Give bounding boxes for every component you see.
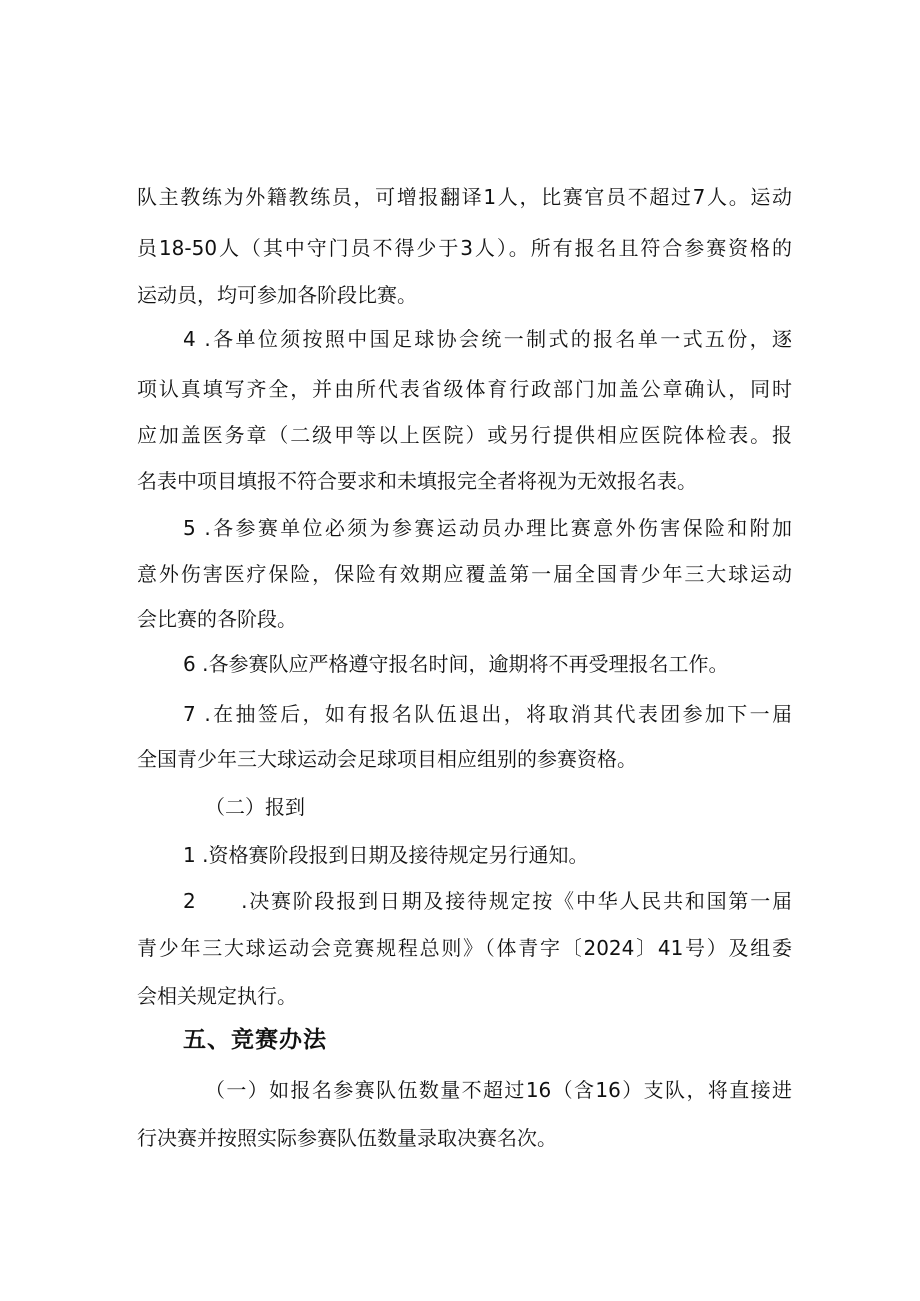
sub-heading: （二）报到 — [205, 795, 305, 819]
text-line: （一）如报名参赛队伍数量不超过16（含16）支队，将直接进 — [205, 1078, 792, 1102]
text-line: 队主教练为外籍教练员，可增报翻译1人，比赛官员不超过7人。运动 — [137, 185, 792, 209]
text-line: 5 .各参赛单位必须为参赛运动员办理比赛意外伤害保险和附加 — [183, 516, 792, 540]
section-heading: 五、竞赛办法 — [183, 1026, 327, 1052]
text-line: 会比赛的各阶段。 — [137, 607, 297, 631]
text-line: 名表中项目填报不符合要求和未填报完全者将视为无效报名表。 — [137, 469, 697, 493]
text-line: 意外伤害医疗保险，保险有效期应覆盖第一届全国青少年三大球运动 — [137, 562, 792, 586]
text-line: 应加盖医务章（二级甲等以上医院）或另行提供相应医院体检表。报 — [137, 423, 792, 447]
text-line: 1 .资格赛阶段报到日期及接待规定另行通知。 — [183, 843, 589, 867]
text-line: 项认真填写齐全，并由所代表省级体育行政部门加盖公章确认，同时 — [137, 377, 792, 401]
text-line: 4 .各单位须按照中国足球协会统一制式的报名单一式五份，逐 — [183, 327, 792, 351]
text-line: 员18-50人（其中守门员不得少于3人）。所有报名且符合参赛资格的 — [137, 236, 792, 260]
text-line: 会相关规定执行。 — [137, 984, 297, 1008]
text-line: 2 .决赛阶段报到日期及接待规定按《中华人民共和国第一届 — [183, 889, 792, 913]
text-line: 6 .各参赛队应严格遵守报名时间，逾期将不再受理报名工作。 — [183, 652, 729, 676]
text-line: 运动员，均可参加各阶段比赛。 — [137, 283, 417, 307]
text-line: 行决赛并按照实际参赛队伍数量录取决赛名次。 — [137, 1126, 557, 1150]
text-line: 全国青少年三大球运动会足球项目相应组别的参赛资格。 — [137, 747, 637, 771]
text-line: 青少年三大球运动会竞赛规程总则》（体青字〔2024〕41号）及组委 — [137, 936, 792, 960]
text-line: 7 .在抽签后，如有报名队伍退出，将取消其代表团参加下一届 — [183, 702, 792, 726]
